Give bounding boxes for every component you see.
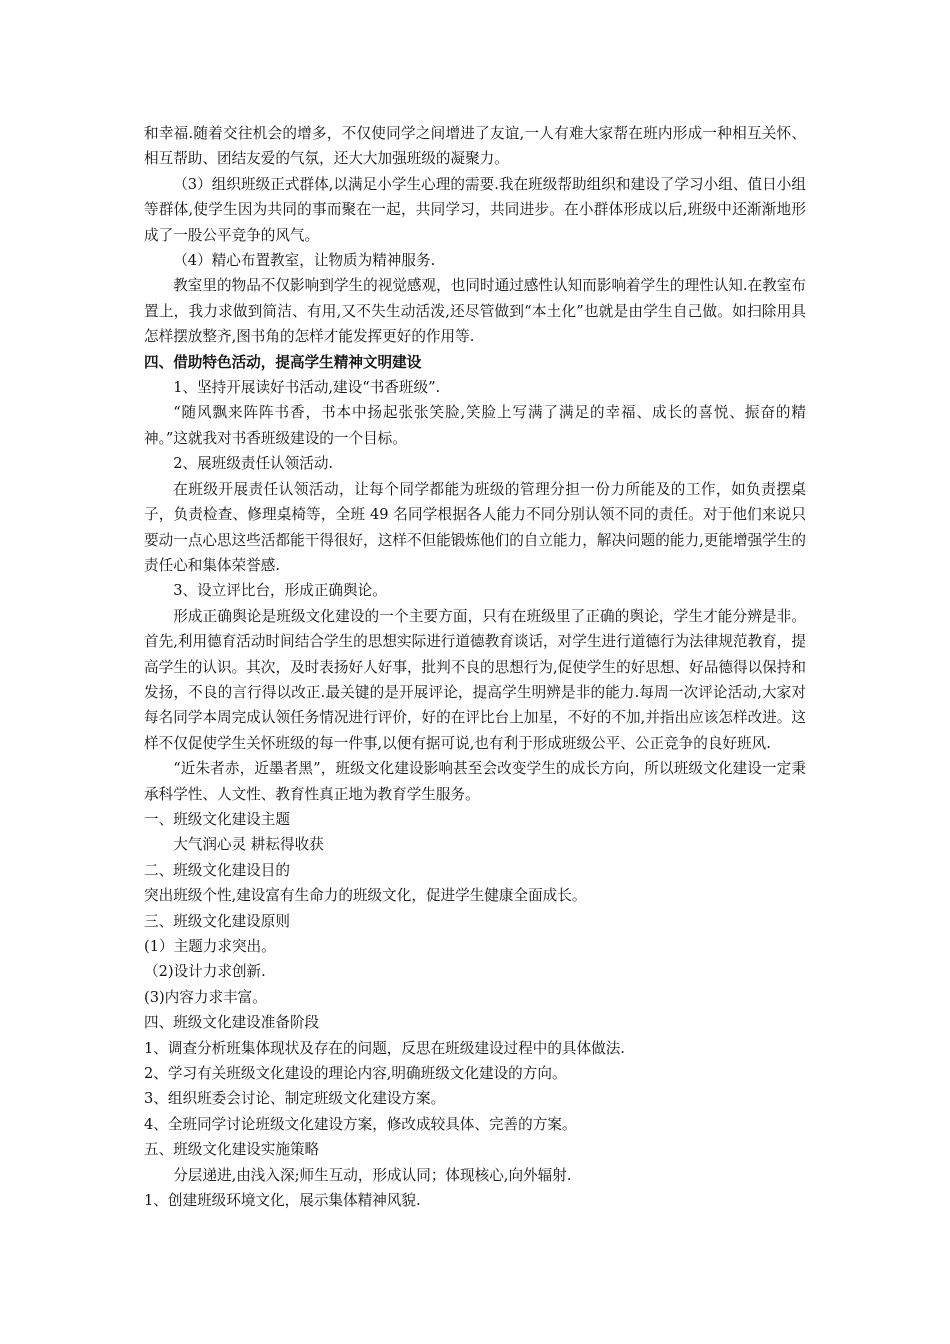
preparation-2: 2、学习有关班级文化建设的理论内容,明确班级文化建设的方向。 [144, 1065, 567, 1083]
paragraph-intro-cont: 和幸福.随着交往机会的增多，不仅使同学之间增进了友谊,一人有难大家帮在班内形成一种相互关怀、相互帮助、团结友爱的气氛，还大大加强班级的凝聚力。 [144, 125, 806, 168]
paragraph-theme: 大气润心灵 耕耘得收获 [173, 836, 324, 854]
paragraph-responsibility: 在班级开展责任认领活动，让每个同学都能为班级的管理分担一份力所能及的工作，如负责摆桌子，负责检查、修理桌椅等，全班 49 名同学根据各人能力不同分别认领不同的责任。对于他们来说只要动一点心思这些活都能干得很好，这样不但能锻炼他们的自立能力，解决问题的能力,更能增强学生的责任心和集体荣誉感. [144, 480, 806, 574]
preparation-3: 3、组织班委会讨论、制定班级文化建设方案。 [144, 1090, 446, 1108]
preparation-4: 4、全班同学讨论班级文化建设方案，修改成较具体、完善的方案。 [144, 1115, 577, 1133]
paragraph-opinion: 形成正确舆论是班级文化建设的一个主要方面，只有在班级里了正确的舆论，学生才能分辨是非。首先,利用德育活动时间结合学生的思想实际进行道德教育谈话，对学生进行道德行为法律规范教育，提高学生的认识。其次，及时表扬好人好事，批判不良的思想行为,促使学生的好思想、好品德得以保持和发扬，不良的言行得以改正.最关键的是开展评论，提高学生明辨是非的能力.每周一次评论活动,大家对每名同学本周完成认领任务情况进行评价，好的在评比台上加星，不好的不加,并指出应该怎样改进。这样不仅促使学生关怀班级的每一件事,以便有据可说,也有利于形成班级公平、公正竞争的良好班风. [144, 607, 806, 752]
paragraph-strategy: 分层递进,由浅入深;师生互动，形成认同；体现核心,向外辐射. [173, 1166, 572, 1184]
paragraph-responsibility-title: 2、展班级责任认领活动. [173, 455, 334, 473]
paragraph-quote: “随风飘来阵阵书香，书本中扬起张张笑脸,笑脸上写满了满足的幸福、成长的喜悦、振奋的精神。”这就我对书香班级建设的一个目标。 [144, 404, 806, 447]
paragraph-item-3: （3）组织班级正式群体,以满足小学生心理的需要.我在班级帮助组织和建设了学习小组、值日小组等群体,使学生因为共同的事而聚在一起，共同学习，共同进步。在小群体形成以后,班级中还渐渐地形成了一股公平竞争的风气。 [144, 175, 806, 244]
heading-preparation: 四、班级文化建设准备阶段 [144, 1014, 320, 1032]
paragraph-classroom: 教室里的物品不仅影响到学生的视觉感观，也同时通过感性认知而影响着学生的理性认知.在教室布置上，我力求做到简洁、有用,又不失生动活泼,还尽管做到“本土化”也就是由学生自己做。如扫除用具怎样摆放整齐,图书角的怎样才能发挥更好的作用等. [144, 277, 806, 346]
heading-purpose: 二、班级文化建设目的 [144, 861, 290, 879]
heading-theme: 一、班级文化建设主题 [144, 810, 290, 828]
preparation-1: 1、调查分析班集体现状及存在的问题，反思在班级建设过程中的具体做法. [144, 1039, 625, 1057]
heading-principles: 三、班级文化建设原则 [144, 912, 290, 930]
paragraph-reading: 1、坚持开展读好书活动,建设“书香班级”. [173, 379, 441, 397]
document-page [144, 121, 806, 1213]
strategy-1: 1、创建班级环境文化，展示集体精神风貌. [144, 1192, 421, 1210]
principle-2: （2)设计力求创新. [144, 963, 266, 981]
paragraph-item-4: （4）精心布置教室，让物质为精神服务. [173, 252, 436, 270]
section-heading-4: 四、借助特色活动，提高学生精神文明建设 [144, 353, 422, 371]
paragraph-purpose: 突出班级个性,建设富有生命力的班级文化，促进学生健康全面成长。 [144, 887, 587, 905]
heading-strategy: 五、班级文化建设实施策略 [144, 1141, 320, 1159]
paragraph-conclusion: “近朱者赤，近墨者黑”，班级文化建设影响甚至会改变学生的成长方向，所以班级文化建设一定秉承科学性、人文性、教育性真正地为教育学生服务。 [144, 760, 806, 803]
principle-1: (1）主题力求突出。 [144, 938, 276, 955]
principle-3: (3)内容力求丰富。 [144, 988, 267, 1006]
paragraph-rating-title: 3、设立评比台，形成正确舆论。 [173, 582, 387, 600]
